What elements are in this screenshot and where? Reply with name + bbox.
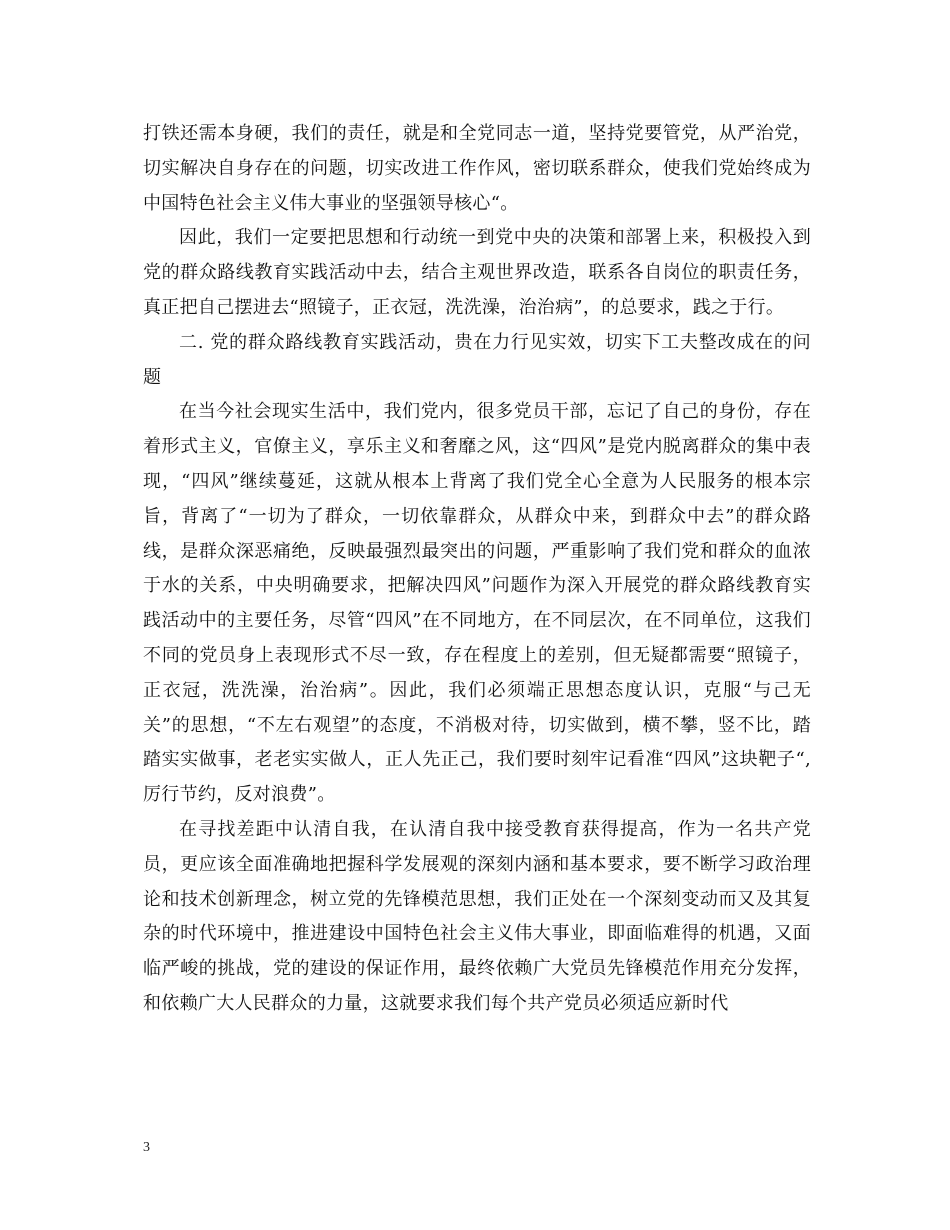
paragraph-1: 打铁还需本身硬，我们的责任，就是和全党同志一道，坚持党要管党，从严治党，切实解决自身存在的问题，切实改进工作作风，密切联系群众，使我们党始终成为中国特色社会主义伟大事业的坚强领导核心“。 [143, 123, 811, 214]
document-body [143, 117, 811, 1022]
section-heading: 二. 党的群众路线教育实践活动，贵在力行见实效，切实下工夫整改成在的问题 [143, 331, 811, 388]
paragraph-2: 因此，我们一定要把思想和行动统一到党中央的决策和部署上来，积极投入到党的群众路线教育实践活动中去，结合主观世界改造，联系各自岗位的职责任务，真正把自己摆进去“照镜子，正衣冠，洗洗澡，治治病”，的总要求，践之于行。 [143, 227, 811, 318]
paragraph-3: 在当今社会现实生活中，我们党内，很多党员干部，忘记了自己的身份，存在着形式主义，官僚主义，享乐主义和奢靡之风，这“四风”是党内脱离群众的集中表现，“四风”继续蔓延，这就从根本上背离了我们党全心全意为人民服务的根本宗旨，背离了“一切为了群众，一切依靠群众，从群众中来，到群众中去”的群众路线，是群众深恶痛绝，反映最强烈最突出的问题，严重影响了我们党和群众的血浓于水的关系，中央明确要求，把解决四风”问题作为深入开展党的群众路线教育实践活动中的主要任务，尽管“四风”在不同地方，在不同层次，在不同单位，这我们不同的党员身上表现形式不尽一致，存在程度上的差别，但无疑都需要“照镜子，正衣冠，洗洗澡，治治病”。因此，我们必须端正思想态度认识，克服“与己无关”的思想，“不左右观望”的态度，不消极对待，切实做到，横不攀，竖不比，踏踏实实做事，老老实实做人，正人先正己，我们要时刻牢记看准“四风”这块靶子“, 厉行节约，反对浪费”。 [143, 401, 811, 806]
page-number: 3 [143, 1140, 150, 1155]
paragraph-4: 在寻找差距中认清自我，在认清自我中接受教育获得提高，作为一名共产党员，更应该全面准确地把握科学发展观的深刻内涵和基本要求，要不断学习政治理论和技术创新理念，树立党的先锋模范思想，我们正处在一个深刻变动而又及其复杂的时代环境中，推进建设中国特色社会主义伟大事业，即面临难得的机遇，又面临严峻的挑战，党的建设的保证作用，最终依赖广大党员先锋模范作用充分发挥，和依赖广大人民群众的力量，这就要求我们每个共产党员必须适应新时代 [143, 818, 811, 1014]
